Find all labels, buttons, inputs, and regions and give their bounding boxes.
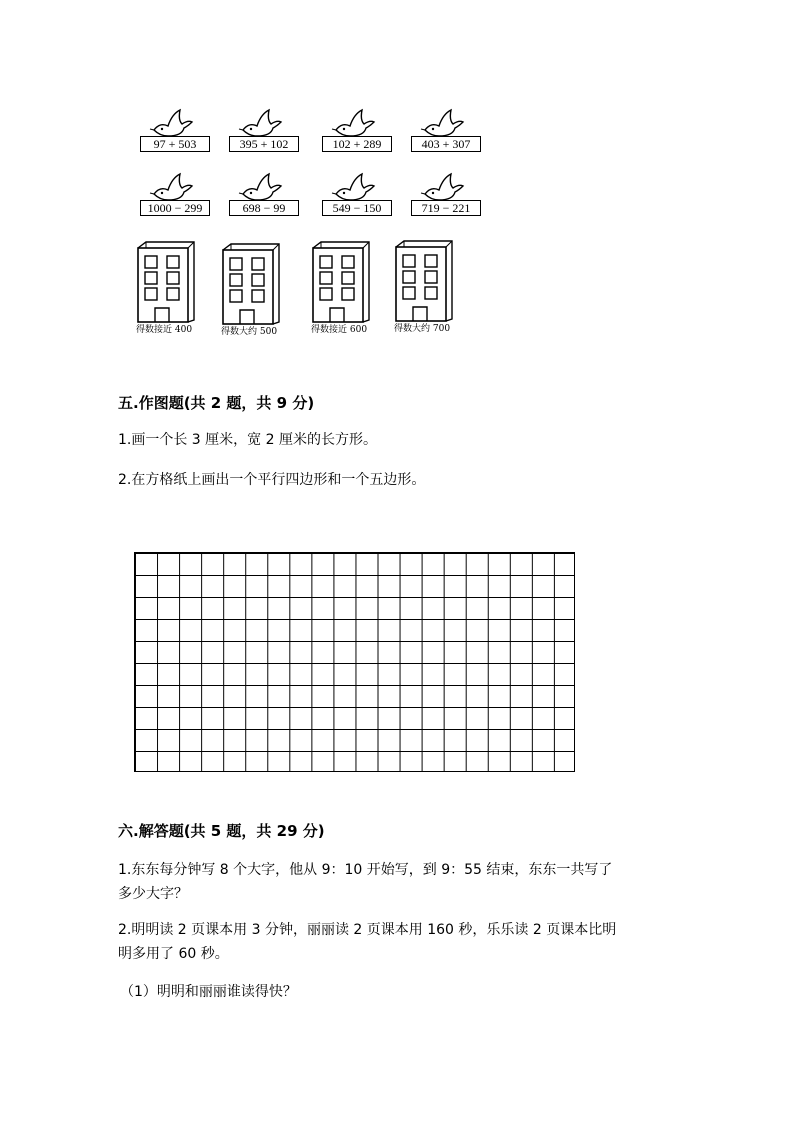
section-6-question-2-line-2: 明多用了 60 秒。 [118,946,229,962]
building-caption: 得数接近 600 [311,325,368,335]
bird-card-5 [140,172,210,218]
building-icon [311,240,381,324]
section-6-title: 六.解答题(共 5 题，共 29 分) [118,822,325,840]
section-5-question-2: 2.在方格纸上画出一个平行四边形和一个五边形。 [118,472,426,488]
bird-card-8 [411,172,481,218]
building-2 [221,242,291,342]
bird-expression: 549 − 150 [322,200,392,216]
section-5-title: 五.作图题(共 2 题，共 9 分) [118,394,315,412]
bird-expression: 719 − 221 [411,200,481,216]
building-3 [311,240,381,340]
building-caption: 得数大约 500 [221,327,278,337]
section-6-question-1-line-2: 多少大字？ [118,886,188,902]
building-1 [136,240,206,340]
bird-expression: 97 + 503 [140,136,210,152]
building-icon [394,239,464,323]
bird-expression: 1000 − 299 [140,200,210,216]
bird-expression: 403 + 307 [411,136,481,152]
bird-card-7 [322,172,392,218]
building-4 [394,239,464,339]
bird-card-4 [411,108,481,154]
bird-expression: 102 + 289 [322,136,392,152]
bird-card-6 [229,172,299,218]
bird-card-1 [140,108,210,154]
building-caption: 得数接近 400 [136,325,193,335]
building-icon [136,240,206,324]
section-6-question-1-line-1: 1.东东每分钟写 8 个大字，他从 9：10 开始写，到 9：55 结束，东东一共写了 [118,862,613,878]
building-caption: 得数大约 700 [394,324,451,334]
building-icon [221,242,291,326]
section-6-question-2-line-1: 2.明明读 2 页课本用 3 分钟，丽丽读 2 页课本用 160 秒，乐乐读 2 页课本比明 [118,922,617,938]
bird-card-3 [322,108,392,154]
section-6-question-2-sub-1: （1）明明和丽丽谁读得快？ [120,984,297,1000]
bird-card-2 [229,108,299,154]
drawing-grid[interactable] [134,552,575,772]
section-5-question-1: 1.画一个长 3 厘米，宽 2 厘米的长方形。 [118,432,377,448]
bird-expression: 698 − 99 [229,200,299,216]
bird-expression: 395 + 102 [229,136,299,152]
